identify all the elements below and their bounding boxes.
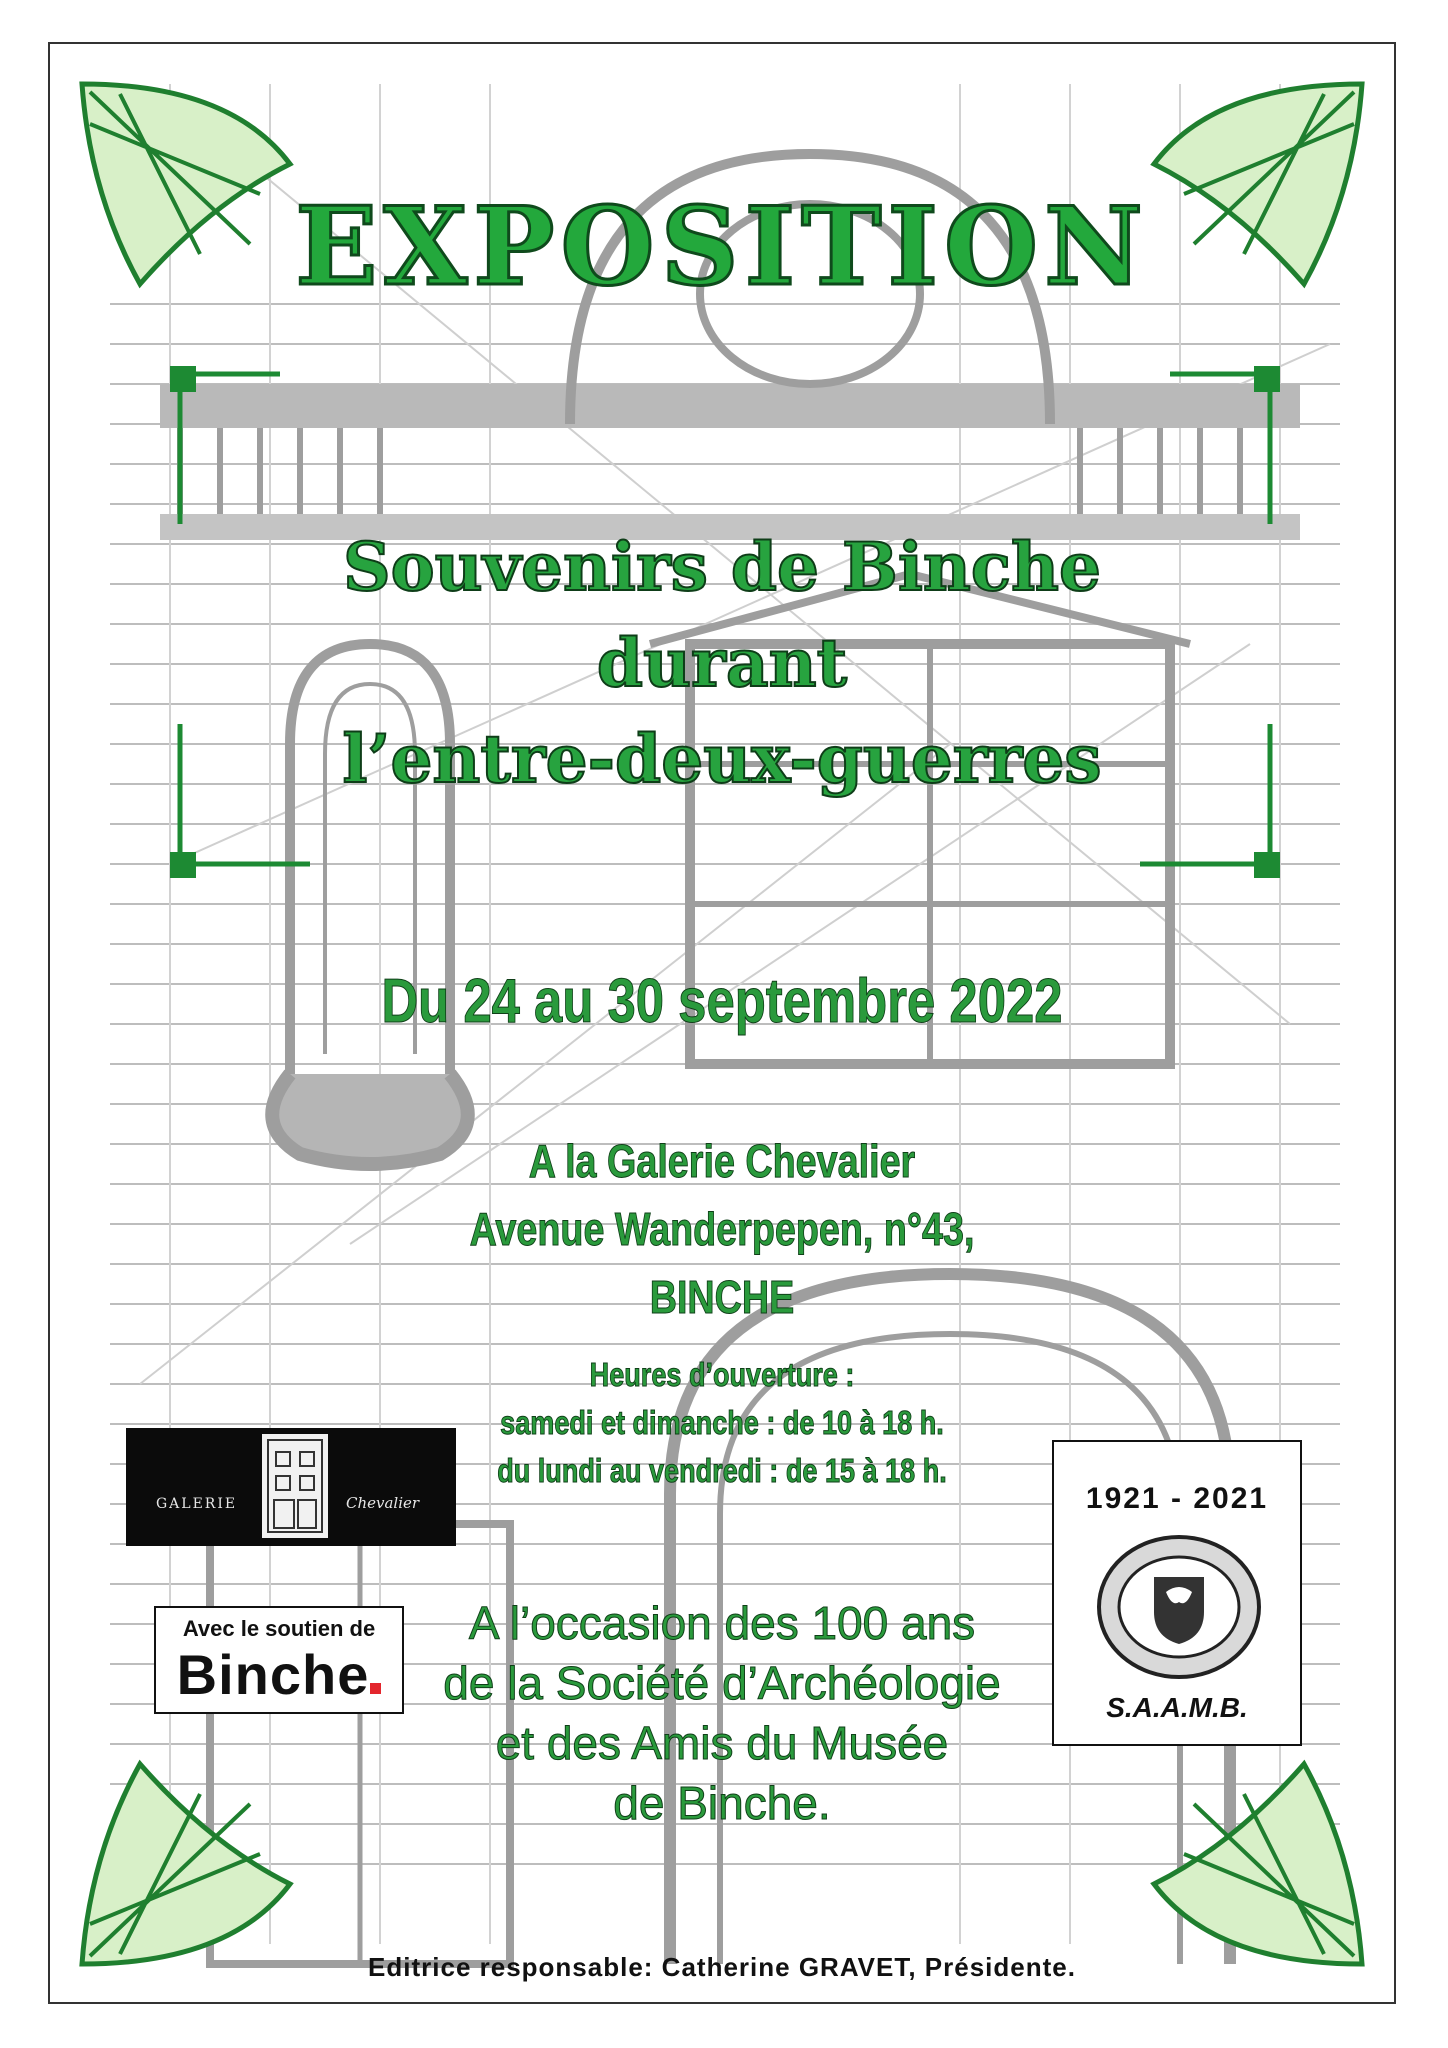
hours-weekend: samedi et dimanche : de 10 à 18 h. bbox=[500, 1404, 944, 1441]
hours-weekdays: du lundi au vendredi : de 15 à 18 h. bbox=[497, 1452, 947, 1489]
poster bbox=[48, 42, 1396, 2004]
saamb-seal-logo bbox=[1052, 1440, 1302, 1746]
seal-years: 1921 - 2021 bbox=[1085, 1482, 1269, 1515]
seal-abbreviation: S.A.A.M.B. bbox=[1106, 1692, 1248, 1723]
chevalier-label: Chevalier bbox=[346, 1494, 420, 1512]
occasion-line-1: A l’occasion des 100 ans bbox=[468, 1597, 976, 1649]
binche-support-logo bbox=[154, 1606, 404, 1714]
support-text: Avec le soutien de bbox=[182, 1616, 376, 1641]
venue-line-3: BINCHE bbox=[649, 1271, 795, 1323]
galerie-label: GALERIE bbox=[156, 1496, 238, 1512]
occasion-line-4: de Binche. bbox=[613, 1777, 831, 1829]
subtitle-line-2: durant bbox=[596, 624, 848, 702]
binche-wordmark bbox=[156, 1642, 402, 1707]
exhibition-dates: Du 24 au 30 septembre 2022 bbox=[381, 967, 1063, 1036]
venue-line-2: Avenue Wanderpepen, n°43, bbox=[469, 1203, 975, 1255]
poster-title: EXPOSITION bbox=[295, 184, 1149, 310]
venue-line-1: A la Galerie Chevalier bbox=[528, 1135, 916, 1187]
editor-credit: Editrice responsable: Catherine GRAVET, Présidente. bbox=[368, 1952, 1076, 1982]
occasion-line-2: de la Société d’Archéologie bbox=[443, 1657, 1001, 1709]
binche-wordmark-text: Binche bbox=[176, 1643, 370, 1706]
hours-heading: Heures d’ouverture : bbox=[589, 1356, 855, 1393]
occasion-line-3: et des Amis du Musée bbox=[495, 1717, 949, 1769]
building-icon bbox=[262, 1434, 328, 1538]
seal-emblem-icon bbox=[1094, 1532, 1264, 1682]
subtitle-line-1: Souvenirs de Binche bbox=[342, 528, 1102, 606]
red-dot-icon bbox=[370, 1683, 381, 1694]
galerie-chevalier-logo bbox=[126, 1428, 456, 1546]
subtitle-line-3: l’entre-deux-guerres bbox=[342, 720, 1102, 798]
